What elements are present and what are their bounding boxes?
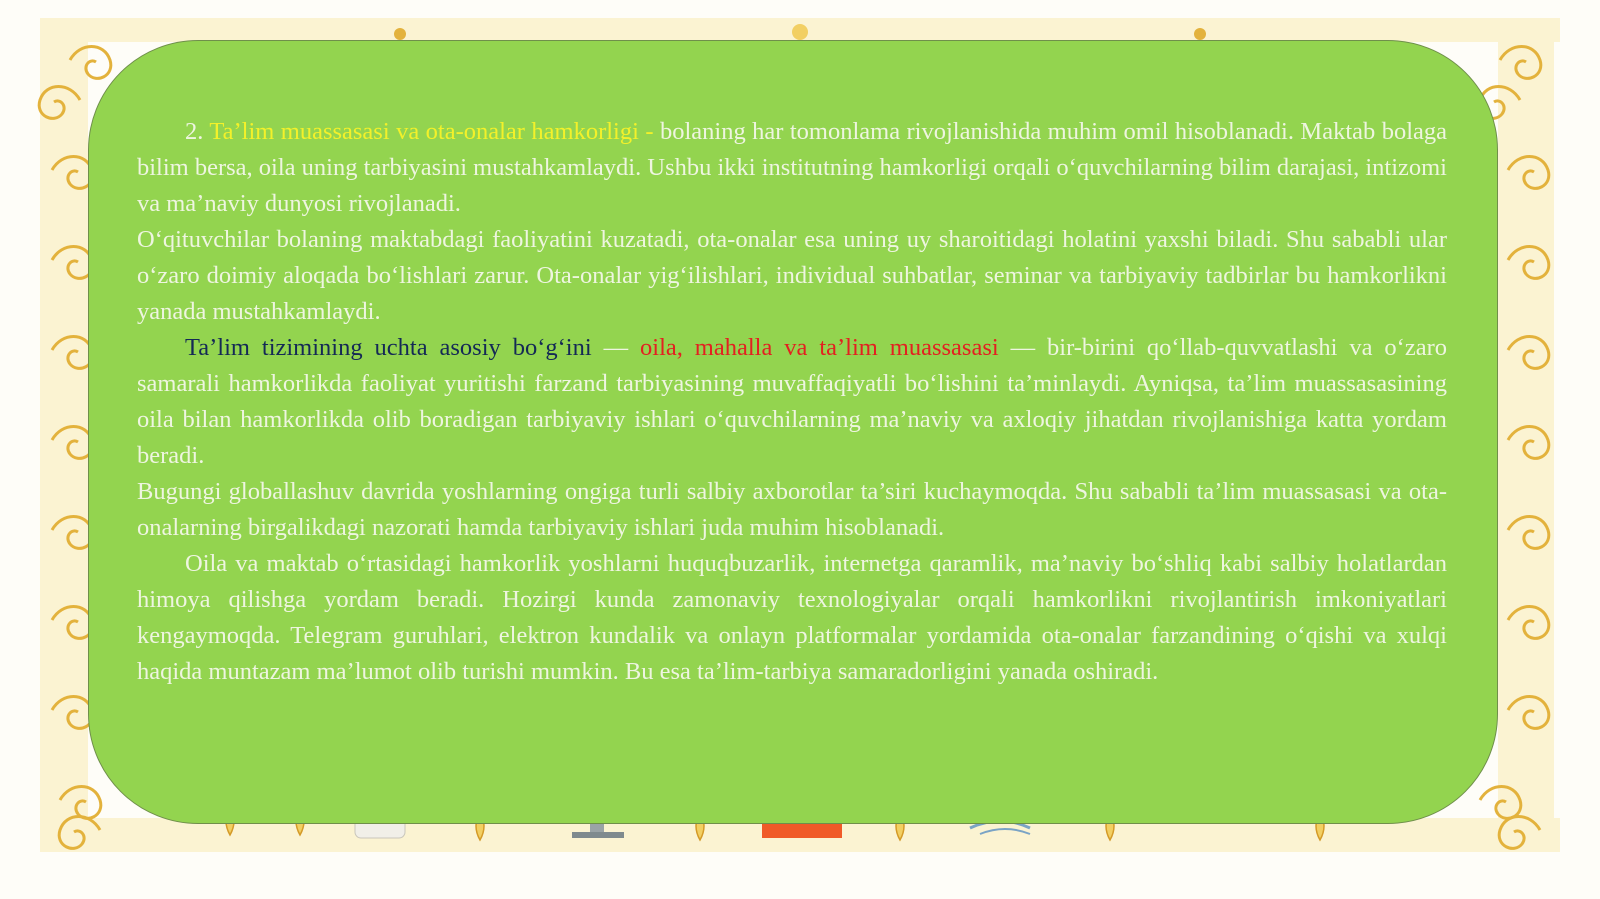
- paragraph-5: Oila va maktab o‘rtasidagi hamkorlik yoshlarni huquqbuzarlik, internetga qaramlik, ma’naviy bo‘shliq kabi salbiy holatlardan himoya qilishga yordam beradi. Hozirgi kunda zamonaviy texnologiyalar orqali hamkorlikni rivojlantirish imkoniyatlari kengaymoqda. Telegram guruhlari, elektron kundalik va onlayn platformalar yordamida ota-onalar farzandining o‘qishi va xulqi haqida muntazam ma’lumot olib turishi mumkin. Bu esa ta’lim-tarbiya samaradorligini yanada oshiradi.: [137, 550, 1447, 685]
- slide-text: [137, 114, 1447, 690]
- paragraph-1: [137, 114, 1447, 222]
- dark-phrase: Ta’lim tizimining uchta asosiy bo‘g‘ini: [185, 334, 592, 361]
- red-phrase: oila, mahalla va ta’lim muassasasi: [640, 334, 999, 361]
- highlight-heading: Ta’lim muassasasi va ota-onalar hamkorligi -: [209, 118, 654, 145]
- paragraph-1-text: bolaning har tomonlama rivojlanishida muhim omil hisoblanadi. Maktab bolaga bilim bersa, oila uning tarbiyasini mustahkamlaydi. Ushbu ikki institutning hamkorligi orqali o‘quvchilarning bilim darajasi, intizomi va ma’naviy dunyosi rivojlanadi.: [137, 118, 1447, 217]
- paragraph-4: Bugungi globallashuv davrida yoshlarning ongiga turli salbiy axborotlar ta’siri kuchaymoqda. Shu sababli ta’lim muassasasi va ota-onalarning birgalikdagi nazorati hamda tarbiyaviy ishlari juda muhim hisoblanadi.: [137, 478, 1447, 541]
- paragraph-2: O‘qituvchilar bolaning maktabdagi faoliyatini kuzatadi, ota-onalar esa uning uy sharoitidagi holatini yaxshi biladi. Shu sababli ular o‘zaro doimiy aloqada bo‘lishlari zarur. Ota-onalar yig‘ilishlari, individual suhbatlar, seminar va tarbiyaviy tadbirlar bu hamkorlikni yanada mustahkamlaydi.: [137, 226, 1447, 325]
- paragraph-3: [137, 330, 1447, 474]
- dash: —: [591, 334, 641, 361]
- paragraph-3-text: — bir-birini qo‘llab-quvvatlashi va o‘zaro samarali hamkorlikda faoliyat yuritishi farzand tarbiyasining muvaffaqiyatli bo‘lishini ta’minlaydi. Ayniqsa, ta’lim muassasasining oila bilan hamkorlikda olib boradigan tarbiyaviy ishlari o‘quvchilarning ma’naviy va axloqiy jihatdan rivojlanishiga katta yordam beradi.: [137, 334, 1447, 469]
- list-number: 2.: [185, 118, 204, 145]
